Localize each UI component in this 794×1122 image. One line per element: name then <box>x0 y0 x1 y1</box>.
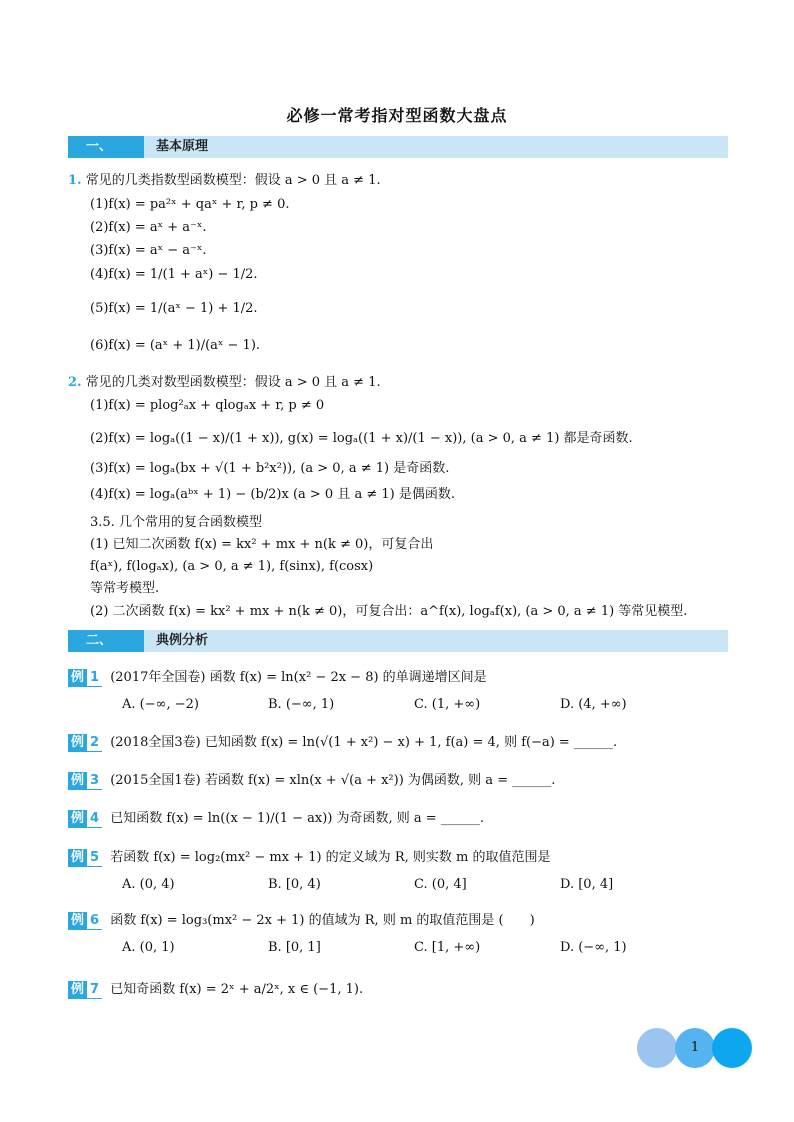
section-label: 典例分析 <box>156 633 209 648</box>
example-2 <box>68 734 617 752</box>
options-row <box>122 876 706 894</box>
item-number: 2. <box>68 375 82 390</box>
option: B. [0, 4) <box>268 877 321 892</box>
example-number: 1 <box>87 670 102 687</box>
text-line: (1) 已知二次函数 f(x) = kx² + mx + n(k ≠ 0)，可复合出 <box>90 537 434 552</box>
example-number: 5 <box>87 850 102 867</box>
example-text: 若函数 f(x) = log₂(mx² − mx + 1) 的定义域为 R, 则实数 m 的取值范围是 <box>110 850 551 865</box>
formula-line: (4)f(x) = logₐ(aᵇˣ + 1) − (b/2)x (a > 0 且 a ≠ 1) 是偶函数. <box>90 487 455 502</box>
option: C. (1, +∞) <box>414 697 481 712</box>
example-3 <box>68 772 555 790</box>
page-number: 1 <box>675 1028 715 1068</box>
options-row <box>122 939 706 957</box>
page-deco-circle <box>712 1028 752 1068</box>
option: C. [1, +∞) <box>414 940 481 955</box>
example-tag: 例 <box>68 772 87 790</box>
example-number: 7 <box>87 982 102 999</box>
formula-line: (2)f(x) = logₐ((1 − x)/(1 + x)), g(x) = logₐ((1 + x)/(1 − x)), (a > 0, a ≠ 1) 都是奇函数. <box>90 431 633 446</box>
example-text: (2018全国3卷) 已知函数 f(x) = ln(√(1 + x²) − x) + 1, f(a) = 4, 则 f(−a) = ______. <box>110 735 618 750</box>
example-tag: 例 <box>68 810 87 828</box>
example-text: 已知奇函数 f(x) = 2ˣ + a/2ˣ, x ∈ (−1, 1). <box>110 982 364 997</box>
section-number: 二、 <box>68 630 144 652</box>
formula-line: (6)f(x) = (aˣ + 1)/(aˣ − 1). <box>90 338 261 353</box>
subheading: 3.5. 几个常用的复合函数模型 <box>90 515 262 530</box>
page-deco-circle <box>637 1028 677 1068</box>
formula-line: (4)f(x) = 1/(1 + aˣ) − 1/2. <box>90 267 258 282</box>
section-label: 基本原理 <box>156 139 209 154</box>
options-row <box>122 696 706 714</box>
option: B. [0, 1] <box>268 940 321 955</box>
example-number: 2 <box>87 735 102 752</box>
formula-line: (1)f(x) = pa²ˣ + qaˣ + r, p ≠ 0. <box>90 197 290 212</box>
text-line: f(aˣ), f(logₐx), (a > 0, a ≠ 1), f(sinx), f(cosx) <box>90 559 374 574</box>
example-7 <box>68 981 363 999</box>
example-tag: 例 <box>68 981 87 999</box>
item-2 <box>68 374 381 392</box>
option: A. (0, 4) <box>122 877 175 892</box>
formula-line: (5)f(x) = 1/(aˣ − 1) + 1/2. <box>90 301 258 316</box>
item-text: 常见的几类指数型函数模型：假设 a > 0 且 a ≠ 1. <box>85 173 381 188</box>
text-line: (2) 二次函数 f(x) = kx² + mx + n(k ≠ 0)，可复合出：a^f(x), logₐf(x), (a > 0, a ≠ 1) 等常见模型. <box>90 604 688 619</box>
example-number: 6 <box>87 913 102 930</box>
example-1 <box>68 669 487 687</box>
option: D. (4, +∞) <box>560 697 627 712</box>
page-title: 必修一常考指对型函数大盘点 <box>286 106 508 125</box>
example-text: 已知函数 f(x) = ln((x − 1)/(1 − ax)) 为奇函数, 则 a = ______. <box>110 811 484 826</box>
formula-line: (3)f(x) = logₐ(bx + √(1 + b²x²)), (a > 0, a ≠ 1) 是奇函数. <box>90 461 450 476</box>
formula-line: (3)f(x) = aˣ − a⁻ˣ. <box>90 243 207 258</box>
formula-line: (1)f(x) = plog²ₐx + qlogₐx + r, p ≠ 0 <box>90 398 325 413</box>
option: A. (−∞, −2) <box>122 697 199 712</box>
example-5 <box>68 849 550 867</box>
text-line: 等常考模型. <box>90 581 160 596</box>
section-number: 一、 <box>68 136 144 158</box>
example-6 <box>68 912 535 930</box>
example-text: (2017年全国卷) 函数 f(x) = ln(x² − 2x − 8) 的单调递增区间是 <box>110 670 487 685</box>
option: D. (−∞, 1) <box>560 940 627 955</box>
example-number: 4 <box>87 811 102 828</box>
formula-line: (2)f(x) = aˣ + a⁻ˣ. <box>90 220 207 235</box>
example-tag: 例 <box>68 734 87 752</box>
section-header-basics <box>68 136 728 158</box>
example-number: 3 <box>87 773 102 790</box>
option: A. (0, 1) <box>122 940 175 955</box>
section-header-examples <box>68 630 728 652</box>
example-text: (2015全国1卷) 若函数 f(x) = xln(x + √(a + x²)) 为偶函数, 则 a = ______. <box>110 773 556 788</box>
item-number: 1. <box>68 173 82 188</box>
option: D. [0, 4] <box>560 877 614 892</box>
example-tag: 例 <box>68 849 87 867</box>
item-text: 常见的几类对数型函数模型：假设 a > 0 且 a ≠ 1. <box>85 375 381 390</box>
option: C. (0, 4] <box>414 877 467 892</box>
example-text: 函数 f(x) = log₃(mx² − 2x + 1) 的值域为 R, 则 m 的取值范围是 ( ) <box>110 913 535 928</box>
example-tag: 例 <box>68 669 87 687</box>
option: B. (−∞, 1) <box>268 697 335 712</box>
item-1 <box>68 172 381 190</box>
example-tag: 例 <box>68 912 87 930</box>
example-4 <box>68 810 484 828</box>
